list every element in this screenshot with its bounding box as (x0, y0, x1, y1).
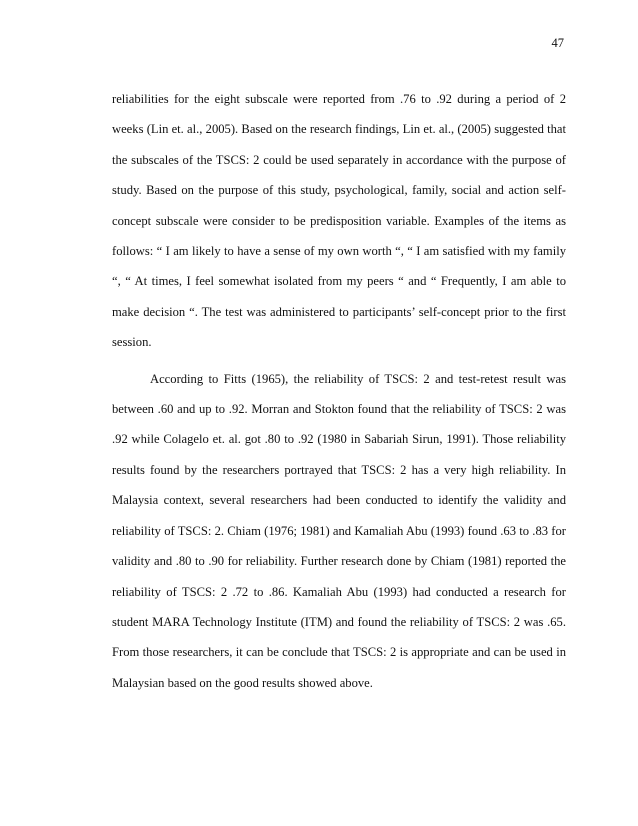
page-number: 47 (551, 36, 564, 50)
paragraph-2: According to Fitts (1965), the reliability of TSCS: 2 and test-retest result was between .60 and up to .92. Morran and Stokton found that the reliability of TSCS: 2 was .92 while Colagelo et. al. got .80 to .92 (1980 in Sabariah Sirun, 1991). Those reliability results found by the researchers portrayed that TSCS: 2 has a very high reliability. In Malaysia context, several researchers had been conducted to identify the validity and reliability of TSCS: 2. Chiam (1976; 1981) and Kamaliah Abu (1993) found .63 to .83 for validity and .80 to .90 for reliability. Further research done by Chiam (1981) reported the reliability of TSCS: 2 .72 to .86. Kamaliah Abu (1993) had conducted a research for student MARA Technology Institute (ITM) and found the reliability of TSCS: 2 was .65. From those researchers, it can be conclude that TSCS: 2 is appropriate and can be used in Malaysian based on the good results showed above. (112, 371, 566, 690)
paragraph-1: reliabilities for the eight subscale were reported from .76 to .92 during a period of 2 weeks (Lin et. al., 2005). Based on the research findings, Lin et. al., (2005) suggested that the subscales of the TSCS: 2 could be used separately in accordance with the purpose of study. Based on the purpose of this study, psychological, family, social and action self-concept subscale were consider to be predisposition variable. Examples of the items as follows: “ I am likely to have a sense of my own worth “, “ I am satisfied with my family “, “ At times, I feel somewhat isolated from my peers “ and “ Frequently, I am able to make decision “. The test was administered to participants’ self-concept prior to the first session. (112, 92, 566, 350)
body-text (112, 84, 566, 698)
